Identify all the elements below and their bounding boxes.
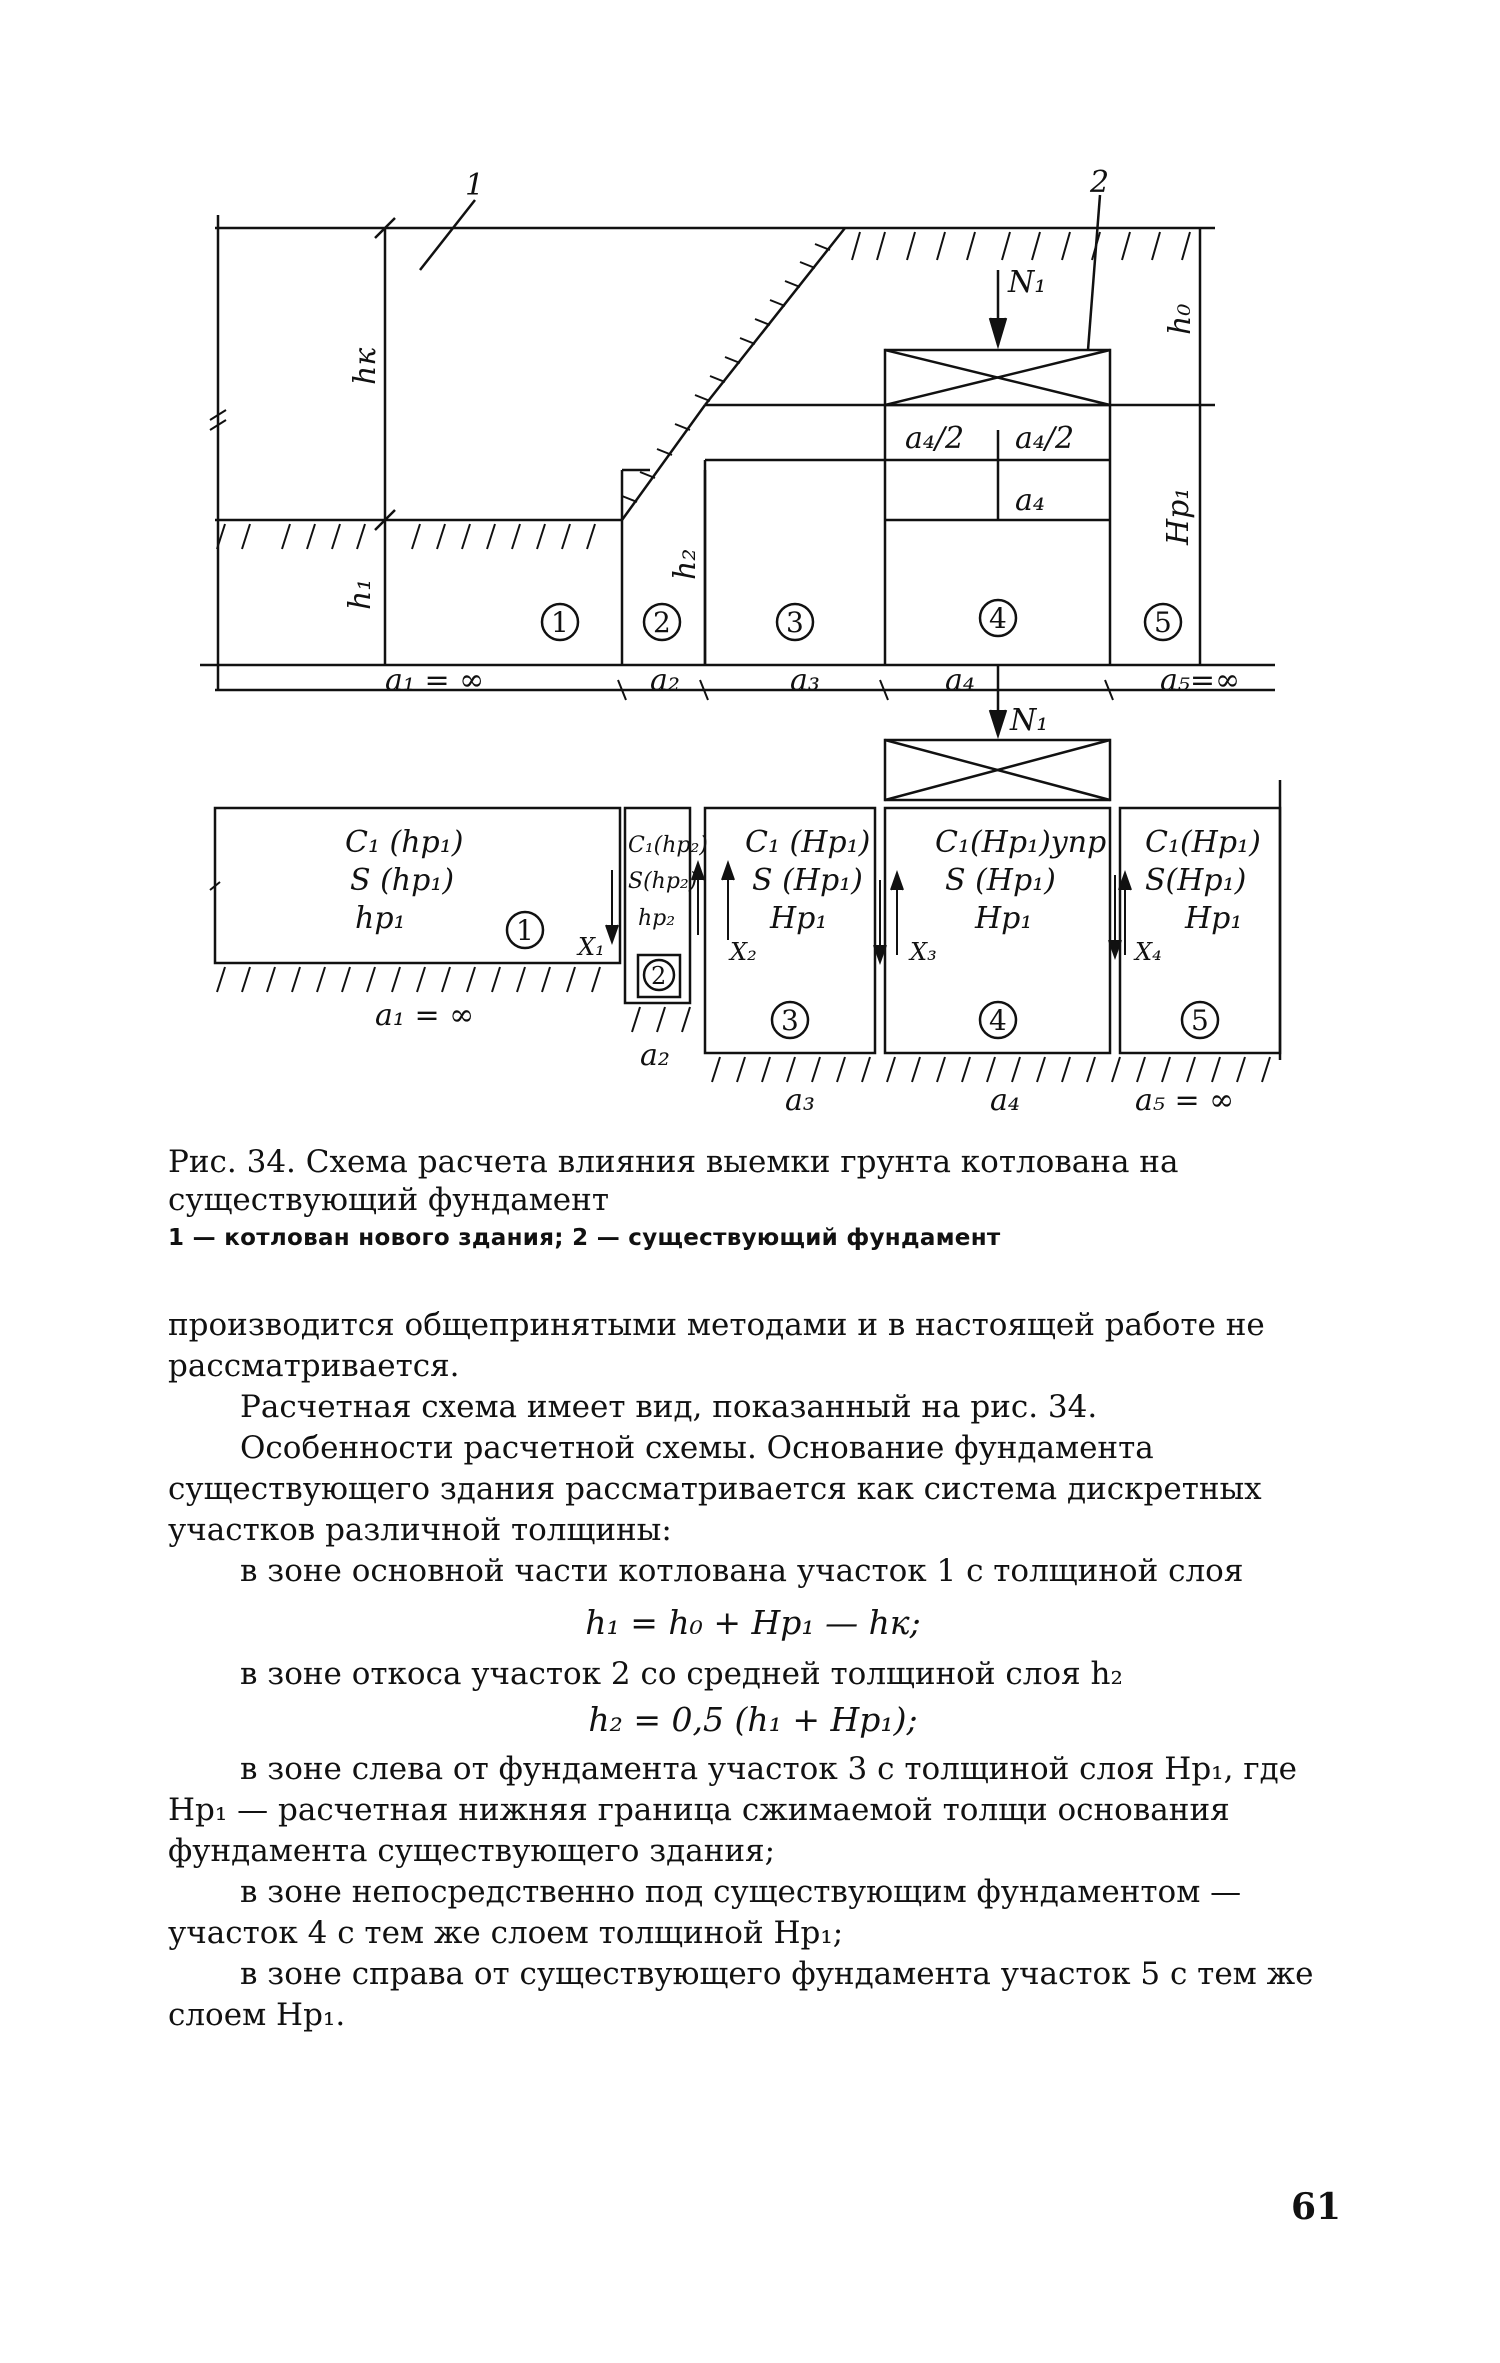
svg-text:X₁: X₁ <box>578 933 605 961</box>
label-a4-half-right: a₄/2 <box>1015 421 1075 456</box>
svg-text:C₁ (Hp₁): C₁ (Hp₁) <box>745 825 871 860</box>
svg-text:Hp₁: Hp₁ <box>975 901 1033 936</box>
svg-text:3: 3 <box>786 606 804 639</box>
paragraph-7: в зоне непосредственно под существующим фундаментом — участок 4 с тем же слоем толщиной Hр₁; <box>168 1874 1242 1951</box>
label-h1: h₁ <box>343 578 378 610</box>
svg-text:Hp₁: Hp₁ <box>1185 901 1243 936</box>
page-number: 61 <box>1291 2186 1342 2228</box>
svg-text:X₂: X₂ <box>730 938 757 966</box>
svg-text:1: 1 <box>516 914 534 947</box>
svg-text:X₄: X₄ <box>1135 938 1162 966</box>
svg-text:S (Hp₁): S (Hp₁) <box>752 863 863 898</box>
paragraph-3: Особенности расчетной схемы. Основание фундамента существующего здания рассматривается как система дискретных участков различной толщины: <box>168 1430 1262 1548</box>
svg-text:a₄: a₄ <box>990 1083 1020 1118</box>
label-N1-bottom: N₁ <box>1010 703 1049 738</box>
figure-legend: 1 — котлован нового здания; 2 — существующий фундамент <box>168 1225 1001 1251</box>
label-a4-half-left: a₄/2 <box>905 421 965 456</box>
label-a2: a₂ <box>650 663 680 698</box>
callout-1: 1 <box>465 168 485 203</box>
paragraph-4: в зоне основной части котлована участок 1 с толщиной слоя <box>240 1553 1244 1589</box>
label-h2: h₂ <box>668 548 703 580</box>
svg-text:X₃: X₃ <box>910 938 937 966</box>
svg-text:a₅ = ∞: a₅ = ∞ <box>1135 1083 1235 1118</box>
bottom-labels <box>345 703 1261 1118</box>
svg-text:4: 4 <box>989 1004 1007 1037</box>
svg-text:a₃: a₃ <box>785 1083 815 1118</box>
svg-text:5: 5 <box>1191 1004 1209 1037</box>
top-surface-hatch <box>852 232 1190 260</box>
svg-text:3: 3 <box>781 1004 799 1037</box>
svg-text:S(Hp₁): S(Hp₁) <box>1145 863 1247 898</box>
svg-text:1: 1 <box>551 606 569 639</box>
svg-text:S (hp₁): S (hp₁) <box>350 863 455 898</box>
svg-text:a₁ = ∞: a₁ = ∞ <box>375 998 475 1033</box>
slope-hatch <box>622 244 830 502</box>
top-diagram <box>200 195 1275 735</box>
svg-text:C₁(hp₂): C₁(hp₂) <box>628 833 708 858</box>
svg-text:5: 5 <box>1154 606 1172 639</box>
excavation-bottom-hatch <box>217 524 595 549</box>
formula-1: h₁ = h₀ + Hр₁ — hк; <box>585 1603 921 1642</box>
paragraph-8: в зоне справа от существующего фундамента участок 5 с тем же слоем Hр₁. <box>168 1956 1314 2033</box>
svg-text:Hp₁: Hp₁ <box>770 901 828 936</box>
foundation-scheme-figure <box>0 0 1500 1130</box>
label-a5: a₅=∞ <box>1160 663 1241 698</box>
paragraph-2: Расчетная схема имеет вид, показанный на рис. 34. <box>240 1389 1098 1425</box>
paragraph-6: в зоне слева от фундамента участок 3 с толщиной слоя Hр₁, где Hр₁ — расчетная нижняя граница сжимаемой толщи основания фундамента существующего здания; <box>168 1751 1297 1869</box>
callout-2: 2 <box>1090 165 1110 200</box>
svg-text:S (Hp₁): S (Hp₁) <box>945 863 1056 898</box>
label-a4-top: a₄ <box>1015 483 1045 518</box>
label-N1-top: N₁ <box>1008 265 1047 300</box>
svg-text:C₁(Hp₁): C₁(Hp₁) <box>1145 825 1261 860</box>
svg-text:2: 2 <box>653 606 671 639</box>
svg-text:hp₂: hp₂ <box>638 906 676 931</box>
formula-2: h₂ = 0,5 (h₁ + Hр₁); <box>588 1700 918 1739</box>
top-zone-markers <box>542 600 1181 640</box>
svg-text:C₁(Hp₁)yпр: C₁(Hp₁)yпр <box>935 825 1107 860</box>
svg-text:4: 4 <box>989 602 1007 635</box>
paragraph-1: производится общепринятыми методами и в настоящей работе не рассматривается. <box>168 1307 1265 1384</box>
body-text <box>168 1305 1338 2036</box>
svg-text:a₂: a₂ <box>640 1038 670 1073</box>
label-a1: a₁ = ∞ <box>385 663 485 698</box>
svg-text:C₁ (hp₁): C₁ (hp₁) <box>345 825 464 860</box>
label-a3: a₃ <box>790 663 820 698</box>
paragraph-5: в зоне откоса участок 2 со средней толщиной слоя h₂ <box>240 1656 1123 1692</box>
label-a4: a₄ <box>945 663 975 698</box>
svg-text:S(hp₂): S(hp₂) <box>628 869 698 894</box>
label-h0: h₀ <box>1163 303 1198 335</box>
svg-text:hp₁: hp₁ <box>355 901 406 936</box>
svg-text:2: 2 <box>651 962 667 990</box>
label-hk: hк <box>348 347 383 385</box>
label-Hp1: Hр₁ <box>1161 487 1196 545</box>
figure-caption: Рис. 34. Схема расчета влияния выемки грунта котлована на существующий фундамент <box>168 1144 1179 1218</box>
